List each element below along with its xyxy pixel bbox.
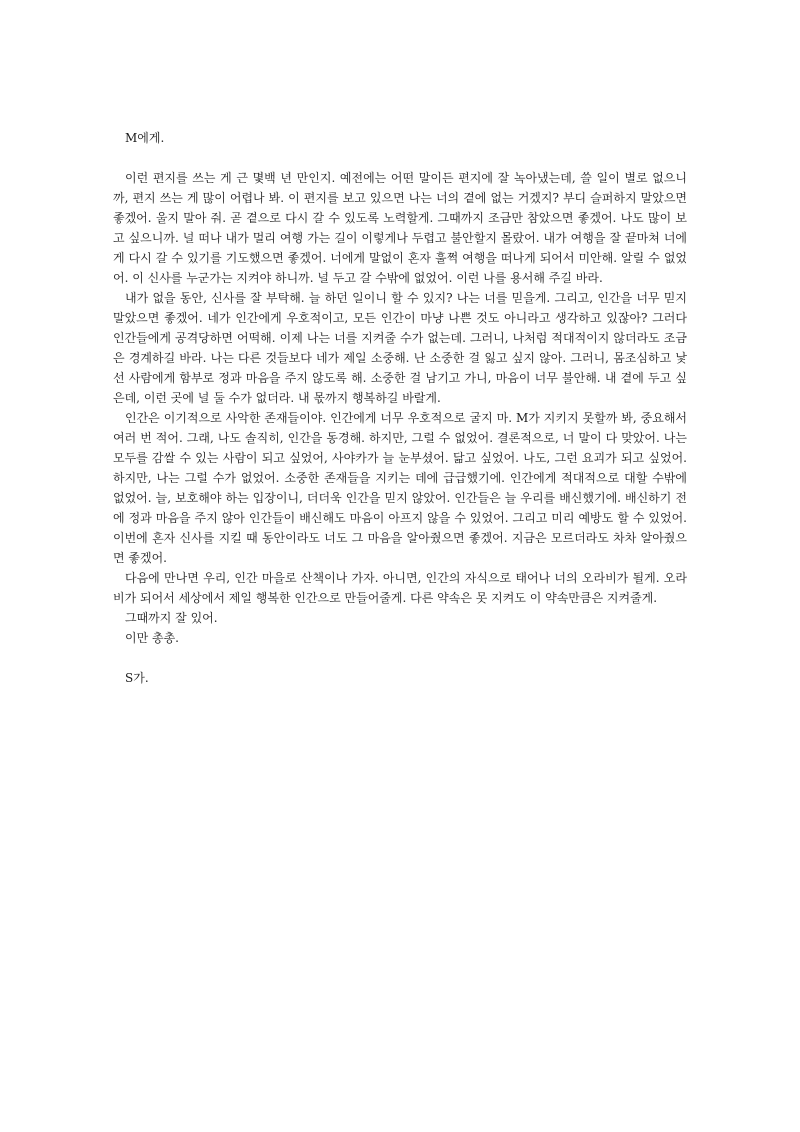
letter-paragraph-6: 이만 총총. bbox=[125, 631, 179, 645]
paragraph-gap bbox=[113, 648, 687, 668]
letter-paragraph-4: 다음에 만나면 우리, 인간 마을로 산책이나 가자. 아니면, 인간의 자식으로 태어나 너의 오라비가 될게. 오라비가 되어서 세상에서 제일 행복한 인간으로 만들어줄게. 다른 약속은 못 지켜도 이 약속만큼은 지켜줄게. bbox=[113, 571, 687, 605]
letter-paragraph-2: 내가 없을 동안, 신사를 잘 부탁해. 늘 하던 일이니 할 수 있지? 나는 너를 믿을게. 그리고, 인간을 너무 믿지 말았으면 좋겠어. 네가 인간에게 우호적이고, 모든 인간이 마냥 나쁜 것도 아니라고 생각하고 있잖아? 그러다 인간들에게 공격당하면 어떡해. 이제 나는 너를 지켜줄 수가 없는데. 그러니, 나처럼 적대적이지 않더라도 조금은 경계하길 바라. 나는 다른 것들보다 네가 제일 소중해. 난 소중한 걸 잃고 싶지 않아. 그러니, 몸조심하고 낯선 사람에게 함부로 정과 마음을 주지 않도록 해. 소중한 걸 남기고 가니, 마음이 너무 불안해. 내 곁에 두고 싶은데, 이런 곳에 널 둘 수가 없더라. 내 몫까지 행복하길 바랄게. bbox=[113, 291, 687, 405]
letter-salutation: M에게. bbox=[125, 131, 165, 145]
letter-signature: S가. bbox=[125, 671, 149, 685]
letter-paragraph-1: 이런 편지를 쓰는 게 근 몇백 년 만인지. 예전에는 어떤 말이든 편지에 잘 녹아냈는데, 쓸 일이 별로 없으니까, 편지 쓰는 게 많이 어렵나 봐. 이 편지를 보고 있으면 나는 너의 곁에 없는 거겠지? 부디 슬퍼하지 말았으면 좋겠어. 울지 말아 줘. 곧 곁으로 다시 갈 수 있도록 노력할게. 그때까지 조금만 참았으면 좋겠어. 나도 많이 보고 싶으니까. 널 떠나 내가 멀리 여행 가는 길이 이렇게나 두렵고 불안할지 몰랐어. 내가 여행을 잘 끝마쳐 너에게 다시 갈 수 있기를 기도했으면 좋겠어. 너에게 말없이 혼자 훌쩍 여행을 떠나게 되어서 미안해. 알릴 수 없었어. 이 신사를 누군가는 지켜야 하니까. 널 두고 갈 수밖에 없었어. 이런 나를 용서해 주길 바라. bbox=[113, 171, 687, 285]
letter-paragraph-5: 그때까지 잘 있어. bbox=[125, 611, 218, 625]
letter-body bbox=[113, 128, 687, 688]
letter-paragraph-3: 인간은 이기적으로 사악한 존재들이야. 인간에게 너무 우호적으로 굴지 마. M가 지키지 못할까 봐, 중요해서 여러 번 적어. 그래, 나도 솔직히, 인간을 동경해. 하지만, 그럴 수 없었어. 결론적으로, 너 말이 다 맞았어. 나는 모두를 감쌀 수 있는 사람이 되고 싶었어, 사야카가 늘 눈부셨어. 닮고 싶었어. 나도, 그런 요괴가 되고 싶었어. 하지만, 나는 그럴 수가 없었어. 소중한 존재들을 지키는 데에 급급했기에. 인간에게 적대적으로 대할 수밖에 없었어. 늘, 보호해야 하는 입장이니, 더더욱 인간을 믿지 않았어. 인간들은 늘 우리를 배신했기에. 배신하기 전에 정과 마음을 주지 않아 인간들이 배신해도 마음이 아프지 않을 수 있었어. 그리고 미리 예방도 할 수 있었어. 이번에 혼자 신사를 지킬 때 동안이라도 너도 그 마음을 알아줬으면 좋겠어. 지금은 모르더라도 차차 알아줬으면 좋겠어. bbox=[113, 411, 687, 565]
paragraph-gap bbox=[113, 148, 687, 168]
